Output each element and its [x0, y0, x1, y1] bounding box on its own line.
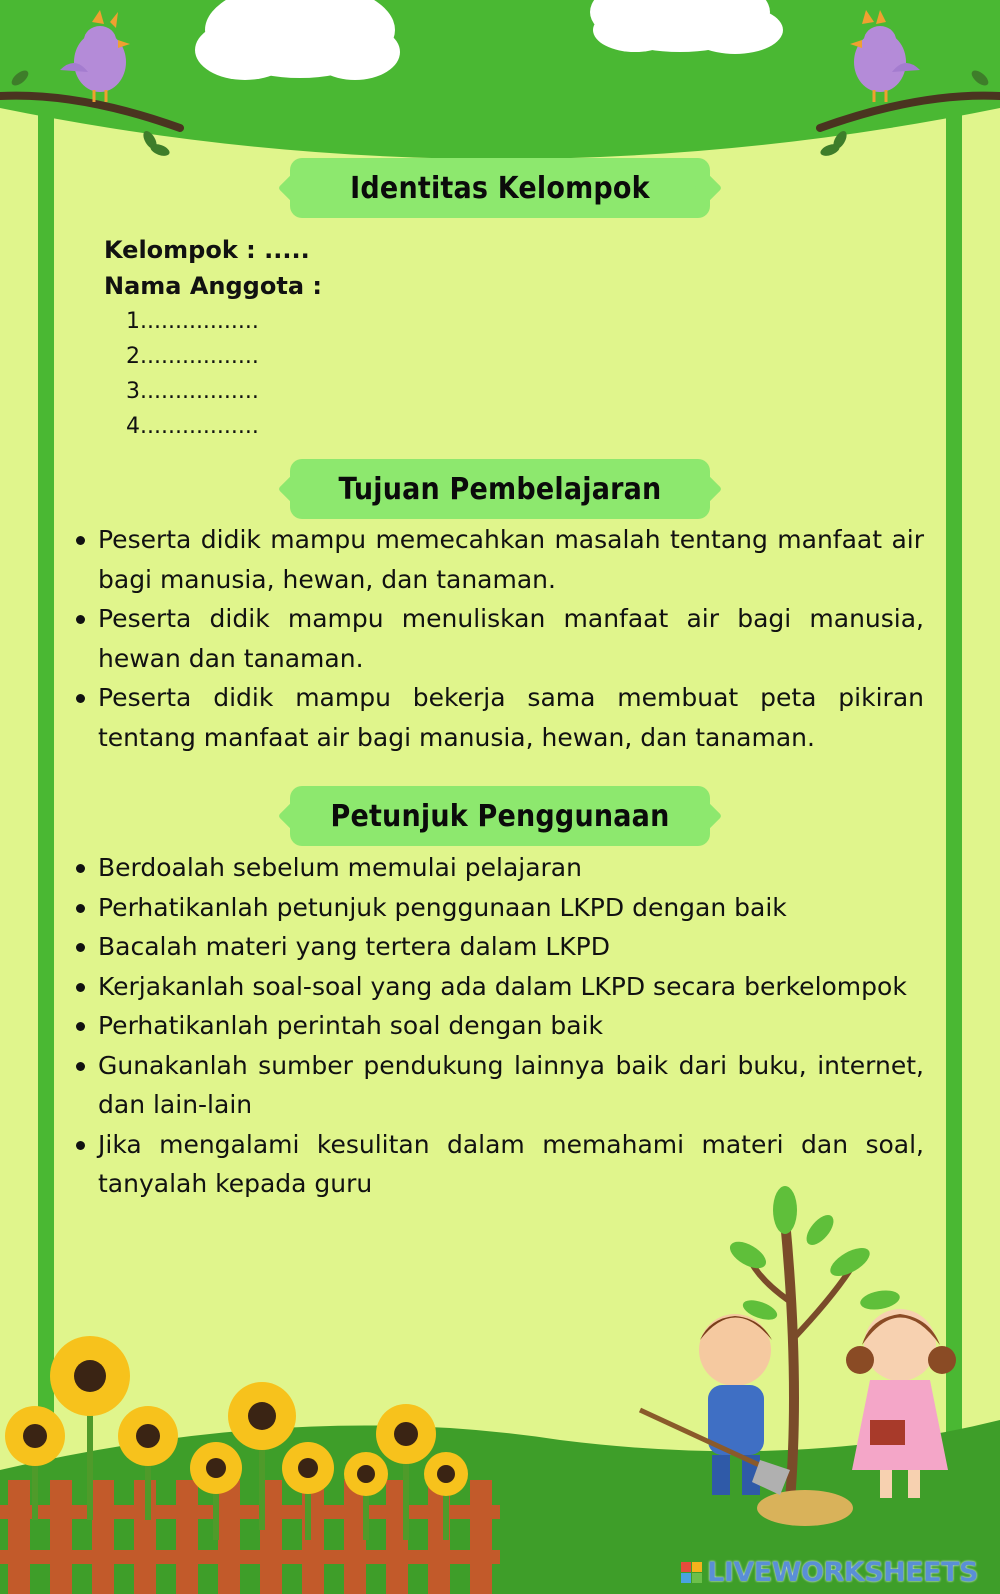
kelompok-line: Kelompok : .....	[104, 236, 310, 264]
liveworksheets-logo-icon	[681, 1562, 702, 1583]
nama-anggota-label: Nama Anggota :	[104, 272, 322, 300]
left-pillar	[38, 100, 54, 1440]
list-item: Berdoalah sebelum memulai pelajaran	[74, 848, 924, 888]
list-item: Perhatikanlah petunjuk penggunaan LKPD dengan baik	[74, 888, 924, 928]
cloud-right	[590, 0, 783, 54]
list-item: Jika mengalami kesulitan dalam memahami materi dan soal, tanyalah kepada guru	[74, 1125, 924, 1204]
liveworksheets-watermark[interactable]	[681, 1557, 978, 1588]
list-item: Peserta didik mampu memecahkan masalah tentang manfaat air bagi manusia, hewan, dan tanaman.	[74, 520, 924, 599]
tujuan-heading: Tujuan Pembelajaran	[290, 459, 710, 519]
petunjuk-list	[74, 848, 924, 1204]
member-item: 4.................	[126, 414, 259, 439]
member-list	[126, 304, 259, 444]
member-item: 1.................	[126, 309, 259, 334]
tujuan-list	[74, 520, 924, 757]
soil-mound	[757, 1490, 853, 1526]
member-item: 2.................	[126, 344, 259, 369]
watermark-text: LIVEWORKSHEETS	[707, 1557, 978, 1588]
identitas-heading: Identitas Kelompok	[290, 158, 710, 218]
list-item: Peserta didik mampu menuliskan manfaat air bagi manusia, hewan dan tanaman.	[74, 599, 924, 678]
right-pillar	[946, 100, 962, 1440]
identity-block	[104, 232, 322, 304]
list-item: Kerjakanlah soal-soal yang ada dalam LKPD secara berkelompok	[74, 967, 924, 1007]
list-item: Peserta didik mampu bekerja sama membuat peta pikiran tentang manfaat air bagi manusia, hewan, dan tanaman.	[74, 678, 924, 757]
list-item: Perhatikanlah perintah soal dengan baik	[74, 1006, 924, 1046]
member-item: 3.................	[126, 379, 259, 404]
girl-illustration	[846, 1309, 956, 1498]
list-item: Bacalah materi yang tertera dalam LKPD	[74, 927, 924, 967]
cloud-left	[195, 0, 400, 80]
petunjuk-heading: Petunjuk Penggunaan	[290, 786, 710, 846]
list-item: Gunakanlah sumber pendukung lainnya baik dari buku, internet, dan lain-lain	[74, 1046, 924, 1125]
